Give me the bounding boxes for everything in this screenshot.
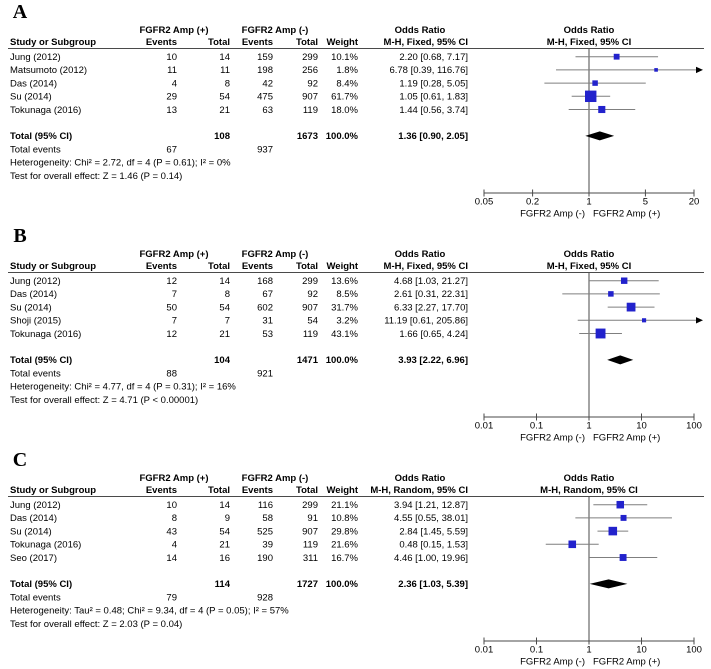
weight-value: 10.8%	[331, 513, 358, 525]
total2-sum: 1471	[296, 355, 318, 367]
axis-label-left: FGFR2 Amp (-)	[520, 656, 585, 668]
weight-value: 8.5%	[336, 289, 358, 301]
effect-square	[608, 291, 613, 296]
weight-column-header: Weight	[326, 485, 358, 496]
overall-effect-text: Test for overall effect: Z = 1.46 (P = 0.14)	[10, 170, 183, 182]
forest-panel-b	[0, 224, 711, 445]
study-name: Shoji (2015)	[10, 315, 62, 327]
group1-header: FGFR2 Amp (+)	[139, 25, 209, 36]
total1-value: 16	[219, 552, 230, 564]
study-name: Matsumoto (2012)	[10, 65, 88, 77]
total-diamond	[585, 131, 614, 140]
events2-value: 116	[257, 500, 273, 511]
events1-value: 10	[166, 52, 177, 63]
total2-value: 119	[302, 539, 318, 551]
events1-value: 14	[166, 552, 177, 564]
study-name: Jung (2012)	[10, 500, 61, 511]
weight-value: 16.7%	[331, 552, 358, 564]
forest-panel-c	[0, 448, 711, 669]
weight-column-header: Weight	[326, 261, 358, 272]
x-axis-tick-label: 1	[586, 196, 592, 208]
group1-header: FGFR2 Amp (+)	[139, 249, 209, 260]
events2-value: 42	[262, 78, 273, 90]
panel-label: C	[12, 449, 28, 471]
study-column-header: Study or Subgroup	[10, 485, 97, 496]
total1-value: 21	[219, 539, 230, 551]
odds-ratio-column-title: Odds Ratio	[394, 473, 446, 484]
total1-sum: 104	[214, 355, 230, 367]
events1-value: 4	[171, 539, 177, 551]
overall-effect-text: Test for overall effect: Z = 2.03 (P = 0.04)	[10, 618, 183, 630]
total-events2: 928	[257, 592, 273, 604]
total2-value: 299	[302, 500, 318, 511]
events2-column-header: Events	[241, 261, 273, 272]
events2-column-header: Events	[241, 37, 273, 48]
total-ci-value: 3.93 [2.22, 6.96]	[398, 355, 468, 367]
total2-value: 311	[302, 552, 318, 564]
ci-value: 11.19 [0.61, 205.86]	[384, 315, 468, 327]
total1-column-header: Total	[208, 37, 230, 48]
effect-square	[592, 80, 597, 85]
total2-value: 92	[307, 78, 318, 90]
events1-value: 13	[166, 104, 177, 116]
events1-column-header: Events	[145, 485, 177, 496]
total-row-label: Total (95% CI)	[10, 579, 73, 591]
effect-square	[621, 277, 627, 283]
ci-value: 4.55 [0.55, 38.01]	[394, 513, 468, 525]
axis-label-right: FGFR2 Amp (+)	[593, 208, 661, 220]
x-axis-tick-label: 100	[686, 644, 702, 656]
total-ci-value: 1.36 [0.90, 2.05]	[398, 131, 468, 143]
x-axis-tick-label: 0.05	[474, 196, 494, 208]
total1-value: 54	[219, 302, 230, 314]
ci-arrow-right	[696, 317, 703, 323]
total-events-label: Total events	[10, 592, 61, 604]
events2-value: 168	[257, 276, 273, 287]
ci-value: 4.46 [1.00, 19.96]	[394, 552, 468, 564]
total1-sum: 108	[214, 131, 230, 143]
method-plot-header: M-H, Fixed, 95% CI	[546, 37, 632, 48]
events1-column-header: Events	[145, 37, 177, 48]
effect-square	[585, 91, 596, 102]
method-plot-header: M-H, Fixed, 95% CI	[546, 261, 632, 272]
total-weight: 100.0%	[325, 579, 358, 591]
effect-square	[609, 527, 618, 536]
events1-value: 11	[167, 65, 177, 77]
x-axis-tick-label: 1	[586, 644, 592, 656]
events2-value: 58	[262, 513, 273, 525]
axis-label-left: FGFR2 Amp (-)	[520, 208, 585, 220]
ci-value: 1.19 [0.28, 5.05]	[399, 78, 468, 90]
total2-value: 256	[302, 65, 318, 77]
weight-value: 10.1%	[331, 52, 358, 63]
ci-value: 6.33 [2.27, 17.70]	[394, 302, 468, 314]
total1-value: 21	[219, 104, 230, 116]
weight-value: 8.4%	[336, 78, 358, 90]
x-axis-tick-label: 0.1	[529, 644, 544, 656]
study-name: Su (2014)	[10, 302, 52, 314]
ci-value: 2.84 [1.45, 5.59]	[399, 526, 468, 538]
study-name: Su (2014)	[10, 526, 52, 538]
total1-value: 14	[219, 52, 230, 63]
odds-ratio-plot-title: Odds Ratio	[563, 473, 615, 484]
total2-sum: 1673	[296, 131, 318, 143]
study-name: Das (2014)	[10, 513, 57, 525]
events1-value: 12	[166, 328, 177, 340]
effect-square	[568, 541, 576, 549]
total2-value: 92	[307, 289, 318, 301]
ci-value: 3.94 [1.21, 12.87]	[394, 500, 468, 511]
group2-header: FGFR2 Amp (-)	[241, 25, 309, 36]
total2-column-header: Total	[296, 261, 318, 272]
total1-value: 14	[219, 500, 230, 511]
weight-value: 61.7%	[331, 91, 358, 103]
forest-panel-a	[0, 0, 711, 221]
method-column-header: M-H, Fixed, 95% CI	[383, 261, 468, 272]
total1-value: 9	[224, 513, 230, 525]
ci-value: 6.78 [0.39, 116.76]	[389, 65, 468, 77]
events1-column-header: Events	[145, 261, 177, 272]
total-weight: 100.0%	[325, 355, 358, 367]
x-axis-tick-label: 100	[686, 420, 702, 432]
total-weight: 100.0%	[325, 131, 358, 143]
x-axis-tick-label: 5	[642, 196, 649, 208]
total1-value: 8	[224, 289, 230, 301]
events2-value: 525	[257, 526, 273, 538]
total-row-label: Total (95% CI)	[10, 131, 73, 143]
effect-square	[642, 318, 646, 322]
weight-value: 21.1%	[331, 500, 358, 511]
method-plot-header: M-H, Random, 95% CI	[540, 485, 638, 496]
method-column-header: M-H, Random, 95% CI	[370, 485, 468, 496]
panel-label: A	[12, 1, 28, 23]
heterogeneity-text: Heterogeneity: Chi² = 4.77, df = 4 (P = 0.31); I² = 16%	[10, 381, 236, 393]
events1-value: 10	[166, 500, 177, 511]
study-name: Seo (2017)	[10, 552, 58, 564]
effect-square	[620, 554, 627, 561]
ci-value: 1.05 [0.61, 1.83]	[399, 91, 468, 103]
total-events-label: Total events	[10, 368, 61, 380]
total-row-label: Total (95% CI)	[10, 355, 73, 367]
x-axis-tick-label: 20	[688, 196, 700, 208]
overall-effect-text: Test for overall effect: Z = 4.71 (P < 0.00001)	[10, 394, 199, 406]
study-column-header: Study or Subgroup	[10, 261, 97, 272]
ci-value: 1.44 [0.56, 3.74]	[399, 104, 468, 116]
events1-value: 7	[171, 315, 177, 327]
study-name: Tokunaga (2016)	[10, 539, 82, 551]
total-events2: 921	[257, 368, 273, 380]
events2-value: 159	[257, 52, 273, 63]
total-diamond	[590, 579, 628, 588]
ci-value: 2.20 [0.68, 7.17]	[399, 52, 468, 63]
group2-header: FGFR2 Amp (-)	[241, 249, 309, 260]
total2-value: 91	[307, 513, 318, 525]
total1-sum: 114	[214, 579, 230, 591]
study-name: Jung (2012)	[10, 276, 61, 287]
method-column-header: M-H, Fixed, 95% CI	[383, 37, 468, 48]
total1-value: 11	[220, 65, 230, 77]
odds-ratio-plot-title: Odds Ratio	[563, 25, 615, 36]
axis-label-right: FGFR2 Amp (+)	[593, 432, 661, 444]
events2-value: 63	[262, 104, 273, 116]
total2-value: 907	[302, 526, 318, 538]
total-diamond	[607, 355, 633, 364]
effect-square	[621, 515, 627, 521]
heterogeneity-text: Heterogeneity: Chi² = 2.72, df = 4 (P = 0.61); I² = 0%	[10, 157, 231, 169]
weight-column-header: Weight	[326, 37, 358, 48]
total-events2: 937	[257, 144, 273, 156]
axis-label-right: FGFR2 Amp (+)	[593, 656, 661, 668]
study-name: Das (2014)	[10, 289, 57, 301]
study-column-header: Study or Subgroup	[10, 37, 97, 48]
events1-value: 43	[166, 526, 177, 538]
total1-value: 54	[219, 91, 230, 103]
x-axis-tick-label: 1	[586, 420, 592, 432]
effect-square	[617, 501, 625, 509]
total2-value: 299	[302, 52, 318, 63]
effect-square	[598, 106, 605, 113]
x-axis-tick-label: 10	[636, 420, 647, 432]
ci-value: 0.48 [0.15, 1.53]	[399, 539, 468, 551]
x-axis-tick-label: 0.01	[474, 420, 494, 432]
x-axis-tick-label: 10	[636, 644, 647, 656]
events1-value: 50	[166, 302, 177, 314]
total1-value: 14	[219, 276, 230, 287]
ci-value: 1.66 [0.65, 4.24]	[399, 328, 468, 340]
panel-label: B	[13, 225, 27, 247]
total1-value: 8	[224, 78, 230, 90]
weight-value: 13.6%	[331, 276, 358, 287]
group2-header: FGFR2 Amp (-)	[241, 473, 309, 484]
total2-value: 299	[302, 276, 318, 287]
study-name: Das (2014)	[10, 78, 57, 90]
effect-square	[627, 303, 636, 312]
axis-label-left: FGFR2 Amp (-)	[520, 432, 585, 444]
heterogeneity-text: Heterogeneity: Tau² = 0.48; Chi² = 9.34, df = 4 (P = 0.05); I² = 57%	[10, 605, 289, 617]
weight-value: 29.8%	[331, 526, 358, 538]
total2-value: 907	[302, 91, 318, 103]
total2-value: 54	[307, 315, 318, 327]
total-events1: 67	[166, 144, 177, 156]
weight-value: 21.6%	[331, 539, 358, 551]
total1-value: 54	[219, 526, 230, 538]
weight-value: 3.2%	[336, 315, 358, 327]
group1-header: FGFR2 Amp (+)	[139, 473, 209, 484]
events2-value: 198	[257, 65, 273, 77]
odds-ratio-column-title: Odds Ratio	[394, 249, 446, 260]
effect-square	[596, 329, 606, 339]
odds-ratio-column-title: Odds Ratio	[394, 25, 446, 36]
x-axis-tick-label: 0.1	[529, 420, 544, 432]
weight-value: 43.1%	[331, 328, 358, 340]
ci-value: 4.68 [1.03, 21.27]	[394, 276, 468, 287]
total2-sum: 1727	[296, 579, 318, 591]
total2-value: 907	[302, 302, 318, 314]
study-name: Tokunaga (2016)	[10, 328, 82, 340]
total2-value: 119	[302, 328, 318, 340]
x-axis-tick-label: 0.01	[474, 644, 494, 656]
events1-value: 29	[166, 91, 177, 103]
events2-value: 53	[262, 328, 273, 340]
events1-value: 12	[166, 276, 177, 287]
ci-arrow-right	[696, 67, 703, 73]
effect-square	[654, 68, 658, 72]
total-events1: 88	[166, 368, 177, 380]
total1-value: 7	[224, 315, 230, 327]
events1-value: 7	[171, 289, 177, 301]
study-name: Su (2014)	[10, 91, 52, 103]
events2-value: 31	[262, 315, 273, 327]
total2-column-header: Total	[296, 37, 318, 48]
study-name: Tokunaga (2016)	[10, 104, 82, 116]
weight-value: 1.8%	[336, 65, 358, 77]
total1-column-header: Total	[208, 261, 230, 272]
total1-value: 21	[219, 328, 230, 340]
events1-value: 8	[171, 513, 177, 525]
weight-value: 18.0%	[331, 104, 358, 116]
x-axis-tick-label: 0.2	[525, 196, 540, 208]
events1-value: 4	[171, 78, 177, 90]
total2-value: 119	[302, 104, 318, 116]
ci-value: 2.61 [0.31, 22.31]	[394, 289, 468, 301]
total-events1: 79	[166, 592, 177, 604]
events2-value: 602	[257, 302, 273, 314]
weight-value: 31.7%	[331, 302, 358, 314]
total1-column-header: Total	[208, 485, 230, 496]
total2-column-header: Total	[296, 485, 318, 496]
total-events-label: Total events	[10, 144, 61, 156]
events2-column-header: Events	[241, 485, 273, 496]
events2-value: 190	[257, 552, 273, 564]
effect-square	[614, 54, 620, 60]
events2-value: 67	[262, 289, 273, 301]
odds-ratio-plot-title: Odds Ratio	[563, 249, 615, 260]
study-name: Jung (2012)	[10, 52, 61, 63]
events2-value: 475	[257, 91, 273, 103]
total-ci-value: 2.36 [1.03, 5.39]	[398, 579, 468, 591]
events2-value: 39	[262, 539, 273, 551]
